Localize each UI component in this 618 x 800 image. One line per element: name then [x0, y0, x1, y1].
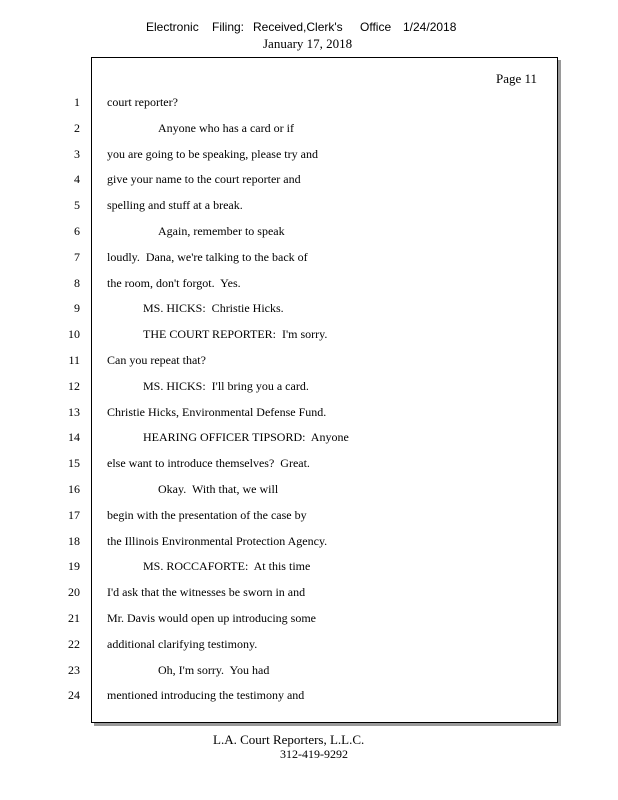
filing-stamp-word: Filing:	[212, 20, 245, 34]
line-number: 11	[68, 353, 80, 367]
line-number: 9	[74, 301, 80, 316]
filing-stamp-word: 1/24/2018	[403, 20, 457, 34]
line-number: 4	[74, 172, 80, 187]
line-number: 16	[68, 482, 80, 496]
transcript-line-text: the room, don't forgot. Yes.	[107, 275, 241, 290]
transcript-line-text: Christie Hicks, Environmental Defense Fund.	[107, 404, 327, 419]
line-number: 23	[68, 662, 80, 677]
line-number: 7	[74, 249, 80, 264]
transcript-line-text: THE COURT REPORTER: I'm sorry.	[143, 327, 328, 342]
filing-stamp-word: Received,Clerk's	[253, 20, 343, 34]
footer-phone: 312-419-9292	[280, 747, 348, 761]
transcript-line-text: you are going to be speaking, please try and	[107, 146, 318, 161]
line-number: 15	[68, 456, 80, 471]
page-number: Page 11	[496, 71, 538, 86]
line-number: 14	[68, 430, 80, 445]
transcript-line-text: Okay. With that, we will	[158, 482, 279, 496]
transcript-line-text: spelling and stuff at a break.	[107, 198, 243, 213]
transcript-line-text: MS. HICKS: I'll bring you a card.	[143, 378, 309, 393]
transcript-line-text: mentioned introducing the testimony and	[107, 688, 305, 703]
line-number: 6	[74, 224, 80, 238]
line-number: 20	[68, 585, 80, 600]
transcript-line-text: MS. ROCCAFORTE: At this time	[143, 559, 311, 574]
transcript-line-text: Can you repeat that?	[107, 353, 206, 367]
line-number: 1	[74, 95, 80, 109]
line-number: 22	[68, 636, 80, 651]
line-number: 13	[68, 404, 80, 419]
line-number: 10	[68, 327, 80, 342]
transcript-line-text: loudly. Dana, we're talking to the back of	[107, 249, 308, 264]
line-number: 3	[74, 146, 80, 161]
transcript-line-text: give your name to the court reporter and	[107, 172, 301, 187]
transcript-line-text: additional clarifying testimony.	[107, 636, 258, 651]
filing-stamp-word: Office	[360, 20, 392, 34]
transcript-line-text: Anyone who has a card or if	[158, 120, 294, 135]
line-number: 12	[68, 378, 80, 393]
transcript-line-text: begin with the presentation of the case by	[107, 507, 307, 522]
transcript-line-text: Oh, I'm sorry. You had	[158, 662, 270, 677]
transcript-line-text: court reporter?	[107, 95, 178, 109]
line-number: 5	[74, 198, 80, 213]
line-number: 17	[68, 507, 80, 522]
transcript-line-text: Mr. Davis would open up introducing some	[107, 611, 316, 625]
line-number: 8	[74, 275, 80, 290]
line-number: 21	[68, 611, 80, 625]
line-number: 24	[68, 688, 80, 703]
line-number: 18	[68, 533, 80, 548]
transcript-line-text: the Illinois Environmental Protection Agency.	[107, 533, 328, 548]
transcript-line-text: Again, remember to speak	[158, 224, 285, 238]
line-number: 19	[68, 559, 80, 574]
line-number: 2	[74, 120, 80, 135]
filing-stamp-word: Electronic	[146, 20, 199, 34]
transcript-line-text: HEARING OFFICER TIPSORD: Anyone	[143, 430, 349, 445]
transcript-line-text: MS. HICKS: Christie Hicks.	[143, 301, 284, 316]
transcript-line-text: else want to introduce themselves? Great.	[107, 456, 310, 471]
footer-company: L.A. Court Reporters, L.L.C.	[213, 732, 365, 747]
transcript-line-text: I'd ask that the witnesses be sworn in and	[107, 585, 306, 600]
hearing-date: January 17, 2018	[263, 36, 353, 51]
